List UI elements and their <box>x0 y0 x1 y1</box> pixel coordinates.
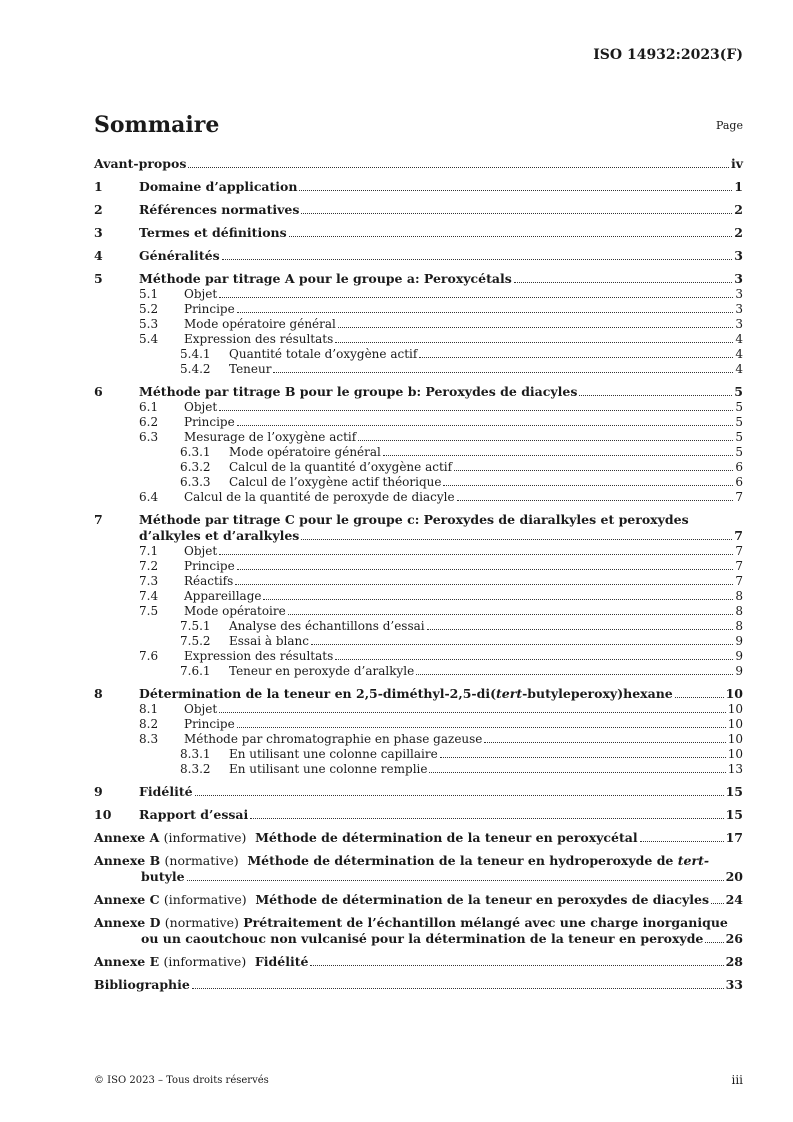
document-id: ISO 14932:2023(F) <box>593 47 743 63</box>
dot-leader <box>419 357 733 358</box>
toc-entry-title: Essai à blanc <box>229 634 309 648</box>
dot-leader <box>675 697 724 698</box>
toc-entry-title: Références normatives <box>139 202 300 217</box>
toc-entry-title: Objet <box>184 287 218 301</box>
toc-entry-number: 7.3 <box>139 574 159 588</box>
toc-entry-title: Principe <box>184 415 235 429</box>
toc-entry-page: 7 <box>735 559 743 573</box>
toc-entry-page: 4 <box>735 347 743 361</box>
dot-leader <box>237 569 734 570</box>
toc-entry-number: 6.4 <box>139 490 159 504</box>
toc-entry-number: 7.2 <box>139 559 159 573</box>
toc-entry-number: 3 <box>94 225 103 240</box>
toc-entry-number: 5.4.2 <box>180 362 211 376</box>
toc-entry-annex-e[interactable] <box>94 954 743 970</box>
toc-entry-title-line2: d’alkyles et d’aralkyles <box>139 528 300 543</box>
toc-entry-number: 8.3.1 <box>180 747 211 761</box>
toc-entry-section-10[interactable] <box>94 807 743 823</box>
toc-entry-number: 5.2 <box>139 302 159 316</box>
toc-entry-annex-b[interactable] <box>94 853 743 885</box>
toc-entry-page: 5 <box>735 415 743 429</box>
toc-entry-page: 10 <box>727 717 743 731</box>
toc-entry-section-2[interactable] <box>94 202 743 218</box>
toc-entry-page: 20 <box>725 869 743 884</box>
dot-leader <box>514 282 733 283</box>
toc-entry-title-line1: Annexe B (normative) Méthode de détermination de la teneur en hydroperoxyde de tert- <box>94 853 710 868</box>
toc-entry-number: 5.4.1 <box>180 347 211 361</box>
toc-entry-annex-c[interactable] <box>94 892 743 908</box>
toc-entry-title: Objet <box>184 702 218 716</box>
toc-entry-number: 5.1 <box>139 287 159 301</box>
toc-entry-annex-d[interactable] <box>94 915 743 947</box>
dot-leader <box>301 539 732 540</box>
toc-entry-number: 7.4 <box>139 589 159 603</box>
toc-entry-title: Méthode par titrage A pour le groupe a: Peroxycétals <box>139 271 512 286</box>
toc-entry-number: 5.4 <box>139 332 159 346</box>
toc-entry-number: 8.3 <box>139 732 159 746</box>
toc-entry-avant-propos[interactable] <box>94 156 743 172</box>
toc-entry-section-9[interactable] <box>94 784 743 800</box>
toc-entry-number: 7.5 <box>139 604 159 618</box>
toc-entry-7-4[interactable] <box>94 589 743 604</box>
toc-entry-8-3-1[interactable] <box>94 747 743 762</box>
toc-entry-title: Annexe C (informative) Méthode de détermination de la teneur en peroxydes de diacyles <box>94 892 709 907</box>
page-column-label: Page <box>715 119 743 132</box>
toc-entry-number: 4 <box>94 248 103 263</box>
dot-leader <box>416 674 733 675</box>
toc-entry-title: Méthode par chromatographie en phase gazeuse <box>184 732 483 746</box>
toc-entry-page: 13 <box>727 762 743 776</box>
toc-entry-annex-a[interactable] <box>94 830 743 846</box>
toc-entry-5-4-1[interactable] <box>94 347 743 362</box>
toc-entry-title: Calcul de la quantité de peroxyde de diacyle <box>184 490 455 504</box>
toc-entry-5-2[interactable] <box>94 302 743 317</box>
table-of-contents <box>94 156 743 993</box>
dot-leader <box>383 455 733 456</box>
toc-entry-number: 6.3.2 <box>180 460 211 474</box>
toc-entry-page: 3 <box>734 248 743 263</box>
toc-entry-title: Méthode par titrage B pour le groupe b: Peroxydes de diacyles <box>139 384 578 399</box>
toc-entry-title: Réactifs <box>184 574 234 588</box>
dot-leader <box>288 614 734 615</box>
toc-entry-title: Calcul de la quantité d’oxygène actif <box>229 460 453 474</box>
toc-entry-section-6[interactable] <box>94 384 743 400</box>
toc-entry-page: 10 <box>725 686 743 701</box>
toc-entry-page: 5 <box>735 430 743 444</box>
dot-leader <box>301 213 732 214</box>
toc-entry-page: 3 <box>735 302 743 316</box>
toc-entry-page: 33 <box>725 977 743 992</box>
dot-leader <box>335 342 733 343</box>
toc-entry-number: 7.5.2 <box>180 634 211 648</box>
toc-entry-7-2[interactable] <box>94 559 743 574</box>
toc-entry-7-1[interactable] <box>94 544 743 559</box>
dot-leader <box>219 712 726 713</box>
toc-entry-page: 9 <box>735 664 743 678</box>
toc-entry-title-line1: Méthode par titrage C pour le groupe c: Peroxydes de diaralkyles et peroxydes <box>139 512 689 527</box>
toc-entry-title-line1: Annexe D (normative) Prétraitement de l’échantillon mélangé avec une charge inorganique <box>94 915 728 930</box>
toc-entry-section-1[interactable] <box>94 179 743 195</box>
toc-entry-number: 5.3 <box>139 317 159 331</box>
dot-leader <box>187 880 724 881</box>
toc-entry-page: 24 <box>725 892 743 907</box>
dot-leader <box>440 757 726 758</box>
toc-entry-title: Détermination de la teneur en 2,5-diméthyl-2,5-di(tert-butyleperoxy)hexane <box>139 686 673 701</box>
toc-entry-page: 7 <box>735 490 743 504</box>
toc-entry-6-3-3[interactable] <box>94 475 743 490</box>
dot-leader <box>195 795 724 796</box>
toc-entry-8-3[interactable] <box>94 732 743 747</box>
toc-entry-number: 8.2 <box>139 717 159 731</box>
toc-entry-page: 3 <box>735 287 743 301</box>
dot-leader <box>705 942 723 943</box>
footer-page-number: iii <box>731 1073 743 1087</box>
toc-entry-title: Annexe A (informative) Méthode de détermination de la teneur en peroxycétal <box>94 830 638 845</box>
toc-entry-5-3[interactable] <box>94 317 743 332</box>
dot-leader <box>579 395 732 396</box>
dot-leader <box>454 470 733 471</box>
toc-entry-number: 6.3.1 <box>180 445 211 459</box>
toc-entry-6-3-1[interactable] <box>94 445 743 460</box>
toc-entry-page: 2 <box>734 225 743 240</box>
toc-entry-page: 10 <box>727 702 743 716</box>
toc-entry-section-8[interactable] <box>94 686 743 702</box>
toc-entry-title: Teneur <box>229 362 272 376</box>
toc-entry-page: 5 <box>735 400 743 414</box>
toc-entry-page: 6 <box>735 475 743 489</box>
dot-leader <box>427 629 734 630</box>
toc-entry-page: 3 <box>735 317 743 331</box>
dot-leader <box>711 903 724 904</box>
toc-entry-number: 8 <box>94 686 103 701</box>
toc-entry-page: 5 <box>735 445 743 459</box>
toc-entry-number: 5 <box>94 271 103 286</box>
toc-entry-title: Termes et définitions <box>139 225 287 240</box>
dot-leader <box>640 841 724 842</box>
toc-entry-number: 7.6.1 <box>180 664 211 678</box>
toc-entry-7-5[interactable] <box>94 604 743 619</box>
toc-entry-title-line2: ou un caoutchouc non vulcanisé pour la détermination de la teneur en peroxyde <box>141 931 704 946</box>
toc-entry-title: Quantité totale d’oxygène actif <box>229 347 418 361</box>
toc-entry-title: Teneur en peroxyde d’aralkyle <box>229 664 415 678</box>
toc-entry-8-2[interactable] <box>94 717 743 732</box>
toc-entry-title: Mode opératoire <box>184 604 286 618</box>
dot-leader <box>273 372 733 373</box>
dot-leader <box>263 599 733 600</box>
toc-entry-page: 7 <box>735 574 743 588</box>
toc-entry-number: 6.2 <box>139 415 159 429</box>
toc-entry-6-3[interactable] <box>94 430 743 445</box>
toc-entry-6-4[interactable] <box>94 490 743 505</box>
toc-entry-page: 15 <box>725 807 743 822</box>
toc-entry-page: 4 <box>735 332 743 346</box>
toc-entry-7-5-2[interactable] <box>94 634 743 649</box>
toc-entry-7-5-1[interactable] <box>94 619 743 634</box>
toc-entry-number: 8.1 <box>139 702 159 716</box>
toc-entry-number: 7.5.1 <box>180 619 211 633</box>
toc-entry-title: Bibliographie <box>94 977 190 992</box>
toc-entry-title: Domaine d’application <box>139 179 298 194</box>
toc-entry-number: 10 <box>94 807 112 822</box>
dot-leader <box>237 425 734 426</box>
toc-entry-7-3[interactable] <box>94 574 743 589</box>
toc-entry-title: Appareillage <box>184 589 262 603</box>
toc-entry-page: 8 <box>735 604 743 618</box>
toc-entry-section-4[interactable] <box>94 248 743 264</box>
toc-entry-page: 26 <box>725 931 743 946</box>
toc-entry-title: Avant-propos <box>94 156 187 171</box>
dot-leader <box>192 988 724 989</box>
toc-entry-page: 6 <box>735 460 743 474</box>
toc-entry-number: 8.3.2 <box>180 762 211 776</box>
toc-entry-page: 5 <box>734 384 743 399</box>
dot-leader <box>237 312 734 313</box>
toc-entry-page: 17 <box>725 830 743 845</box>
dot-leader <box>289 236 733 237</box>
toc-entry-title: Expression des résultats <box>184 332 334 346</box>
toc-entry-number: 2 <box>94 202 103 217</box>
dot-leader <box>358 440 733 441</box>
toc-entry-number: 7.1 <box>139 544 159 558</box>
toc-entry-page: iv <box>730 156 743 171</box>
toc-entry-title-line2: butyle <box>141 869 185 884</box>
toc-entry-title: Mode opératoire général <box>229 445 381 459</box>
toc-entry-page: 2 <box>734 202 743 217</box>
toc-entry-5-4-2[interactable] <box>94 362 743 377</box>
toc-entry-title: En utilisant une colonne remplie <box>229 762 428 776</box>
dot-leader <box>222 259 733 260</box>
toc-entry-section-7[interactable] <box>94 512 743 544</box>
toc-entry-title: Objet <box>184 400 218 414</box>
dot-leader <box>299 190 732 191</box>
toc-entry-title: Principe <box>184 717 235 731</box>
toc-entry-section-3[interactable] <box>94 225 743 241</box>
toc-entry-title: En utilisant une colonne capillaire <box>229 747 438 761</box>
dot-leader <box>443 485 733 486</box>
dot-leader <box>335 659 733 660</box>
dot-leader <box>429 772 725 773</box>
toc-entry-title: Généralités <box>139 248 220 263</box>
toc-entry-5-4[interactable] <box>94 332 743 347</box>
dot-leader <box>338 327 733 328</box>
toc-entry-number: 6.3 <box>139 430 159 444</box>
toc-entry-title: Annexe E (informative) Fidélité <box>94 954 309 969</box>
toc-entry-page: 3 <box>734 271 743 286</box>
toc-entry-title: Principe <box>184 302 235 316</box>
toc-entry-page: 4 <box>735 362 743 376</box>
dot-leader <box>219 554 733 555</box>
page-title: Sommaire <box>94 112 220 138</box>
toc-entry-title: Fidélité <box>139 784 193 799</box>
toc-entry-7-6-1[interactable] <box>94 664 743 679</box>
toc-entry-number: 6.1 <box>139 400 159 414</box>
dot-leader <box>237 727 726 728</box>
toc-entry-title: Objet <box>184 544 218 558</box>
toc-entry-7-6[interactable] <box>94 649 743 664</box>
toc-entry-number: 7.6 <box>139 649 159 663</box>
dot-leader <box>219 410 733 411</box>
toc-entry-title: Analyse des échantillons d’essai <box>229 619 425 633</box>
toc-entry-page: 9 <box>735 649 743 663</box>
toc-entry-8-3-2[interactable] <box>94 762 743 777</box>
dot-leader <box>484 742 725 743</box>
toc-entry-number: 6.3.3 <box>180 475 211 489</box>
toc-entry-page: 7 <box>734 528 743 543</box>
toc-entry-page: 10 <box>727 732 743 746</box>
dot-leader <box>457 500 734 501</box>
toc-entry-6-3-2[interactable] <box>94 460 743 475</box>
toc-entry-title: Rapport d’essai <box>139 807 249 822</box>
toc-entry-title: Mesurage de l’oxygène actif <box>184 430 357 444</box>
toc-entry-page: 8 <box>735 589 743 603</box>
toc-entry-number: 1 <box>94 179 103 194</box>
dot-leader <box>219 297 733 298</box>
toc-entry-number: 6 <box>94 384 103 399</box>
toc-entry-number: 9 <box>94 784 103 799</box>
toc-entry-8-1[interactable] <box>94 702 743 717</box>
toc-entry-page: 15 <box>725 784 743 799</box>
toc-entry-page: 9 <box>735 634 743 648</box>
toc-entry-page: 1 <box>734 179 743 194</box>
toc-entry-page: 7 <box>735 544 743 558</box>
dot-leader <box>310 965 723 966</box>
toc-entry-section-5[interactable] <box>94 271 743 287</box>
toc-entry-title: Mode opératoire général <box>184 317 336 331</box>
toc-entry-page: 8 <box>735 619 743 633</box>
toc-entry-6-1[interactable] <box>94 400 743 415</box>
toc-entry-title: Expression des résultats <box>184 649 334 663</box>
toc-entry-bibliographie[interactable] <box>94 977 743 993</box>
toc-entry-6-2[interactable] <box>94 415 743 430</box>
dot-leader <box>235 584 733 585</box>
toc-entry-page: 10 <box>727 747 743 761</box>
toc-entry-title: Principe <box>184 559 235 573</box>
footer-copyright: © ISO 2023 – Tous droits réservés <box>94 1075 269 1086</box>
dot-leader <box>188 167 729 168</box>
toc-entry-page: 28 <box>725 954 743 969</box>
dot-leader <box>311 644 733 645</box>
dot-leader <box>250 818 723 819</box>
toc-entry-5-1[interactable] <box>94 287 743 302</box>
toc-entry-number: 7 <box>94 512 103 527</box>
toc-entry-title: Calcul de l’oxygène actif théorique <box>229 475 442 489</box>
